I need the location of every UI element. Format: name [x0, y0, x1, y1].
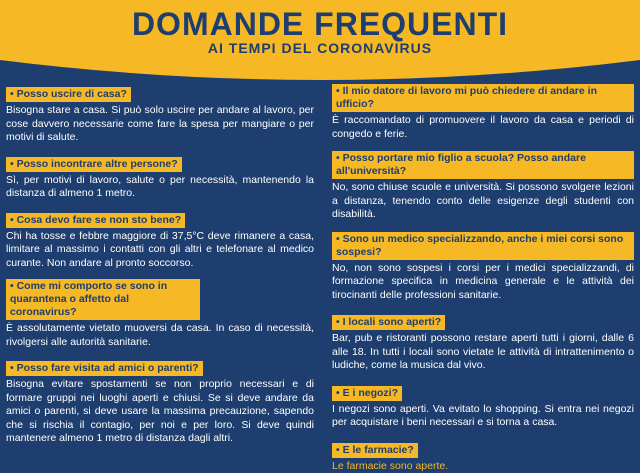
faq-answer: È raccomandato di promuovere il lavoro da casa e periodi di congedo e ferie. — [332, 114, 634, 141]
faq-question: • Posso incontrare altre persone? — [6, 157, 182, 172]
header-banner — [0, 0, 640, 88]
page-title: DOMANDE FREQUENTI — [0, 6, 640, 42]
faq-answer: No, non sono sospesi i corsi per i medici specializzandi, di formazione specifica in medicina generale e le attività dei tirocinanti delle professioni sanitarie. — [332, 262, 634, 303]
faq-question: • Il mio datore di lavoro mi può chiedere di andare in ufficio? — [332, 84, 634, 112]
faq-question: • I locali sono aperti? — [332, 315, 445, 330]
faq-item — [332, 383, 634, 430]
faq-question: • Posso uscire di casa? — [6, 87, 131, 102]
faq-item — [6, 358, 314, 446]
faq-question: • Cosa devo fare se non sto bene? — [6, 213, 185, 228]
faq-item — [6, 84, 314, 145]
faq-question: • Sono un medico specializzando, anche i miei corsi sono sospesi? — [332, 232, 634, 260]
faq-question: • Posso portare mio figlio a scuola? Posso andare all'università? — [332, 151, 634, 179]
faq-answer: È assolutamente vietato muoversi da casa. In caso di necessità, rivolgersi alle autorità sanitarie. — [6, 322, 314, 349]
faq-question: • E i negozi? — [332, 386, 402, 401]
faq-answer: Le farmacie sono aperte. — [332, 460, 634, 473]
faq-answer: I negozi sono aperti. Va evitato lo shopping. Si entra nei negozi per acquistare i beni necessari e si torna a casa. — [332, 403, 634, 430]
faq-item — [332, 312, 634, 373]
faq-question: • Posso fare visita ad amici o parenti? — [6, 361, 203, 376]
faq-item — [332, 151, 634, 222]
faq-column-left — [6, 84, 314, 446]
faq-column-right — [332, 84, 634, 473]
faq-answer: Sì, per motivi di lavoro, salute o per necessità, mantenendo la distanza di almeno 1 metro. — [6, 174, 314, 201]
faq-item — [6, 279, 314, 349]
page-subtitle: AI TEMPI DEL CORONAVIRUS — [0, 40, 640, 56]
faq-answer: Bisogna evitare spostamenti se non proprio necessari e di formare gruppi nei luoghi aperti e chiusi. Se si deve andare da amici o parenti, si deve usare la massima precauzione, sapendo che si rischia il contagio, per noi e per loro. Si deve quindi mantenere almeno 1 metro di distanza dagli altri. — [6, 378, 314, 446]
faq-item — [6, 154, 314, 201]
faq-item — [332, 84, 634, 141]
faq-question: • Come mi comporto se sono in quarantena o affetto dal coronavirus? — [6, 279, 200, 320]
faq-question: • E le farmacie? — [332, 443, 418, 458]
faq-item — [6, 210, 314, 271]
faq-item — [332, 232, 634, 303]
faq-item — [332, 440, 634, 473]
faq-answer: No, sono chiuse scuole e università. Si possono svolgere lezioni a distanza, tenendo conto delle esigenze degli studenti con disabilità. — [332, 181, 634, 222]
faq-answer: Bar, pub e ristoranti possono restare aperti tutti i giorni, dalle 6 alle 18. In tutti i locali sono vietate le attività di intrattenimento o ludiche, come la musica dal vivo. — [332, 332, 634, 373]
faq-answer: Bisogna stare a casa. Si può solo uscire per andare al lavoro, per cose davvero necessarie come fare la spesa per mangiare o per motivi di salute. — [6, 104, 314, 145]
faq-answer: Chi ha tosse e febbre maggiore di 37,5°C deve rimanere a casa, limitare al massimo i contatti con gli altri e telefonare al medico curante. Non andare al pronto soccorso. — [6, 230, 314, 271]
